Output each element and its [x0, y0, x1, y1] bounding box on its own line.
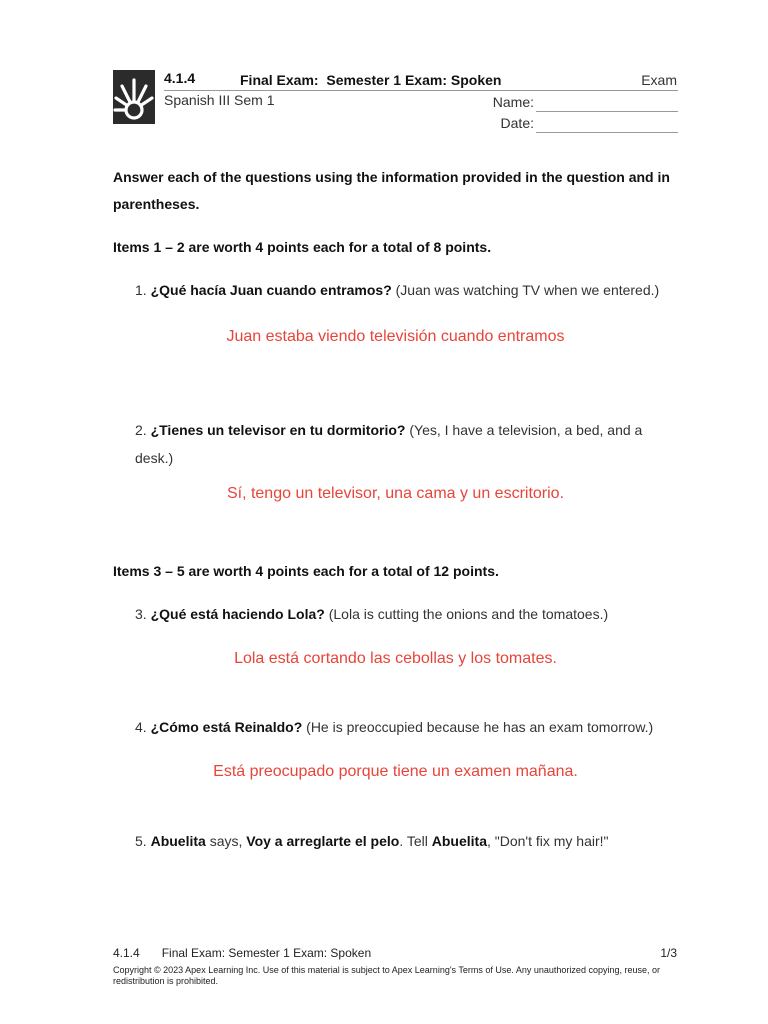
answer-3[interactable]: Lola está cortando las cebollas y los tomates. — [234, 650, 557, 667]
question-prompt: ¿Qué hacía Juan cuando entramos? — [150, 282, 392, 298]
question-2 — [135, 416, 678, 472]
question-name: Abuelita — [150, 833, 206, 849]
answer-4[interactable]: Está preocupado porque tiene un examen mañana. — [213, 763, 578, 780]
question-prompt: ¿Tienes un televisor en tu dormitorio? — [150, 422, 406, 438]
header-divider — [164, 90, 678, 91]
name-label: Name: — [492, 94, 534, 110]
name-field[interactable] — [536, 111, 678, 112]
answer-2[interactable]: Sí, tengo un televisor, una cama y un escritorio. — [226, 485, 565, 502]
footer-title — [113, 946, 371, 960]
page-title: Final Exam: Semester 1 Exam: Spoken — [240, 72, 502, 88]
lesson-number: 4.1.4 — [164, 70, 196, 86]
question-number: 4. — [135, 719, 147, 735]
footer-lesson-number: 4.1.4 — [113, 946, 140, 960]
copyright-notice: Copyright © 2023 Apex Learning Inc. Use of this material is subject to Apex Learning's Terms of Use. Any unauthorized copying, reuse, or redistribution is prohibited. — [113, 965, 660, 986]
question-prompt: ¿Qué está haciendo Lola? — [150, 606, 325, 622]
question-hint: (Yes, I have a television, a bed, and a desk.) — [135, 422, 643, 466]
question-prompt: ¿Cómo está Reinaldo? — [150, 719, 303, 735]
question-number: 5. — [135, 833, 147, 849]
section-heading: Items 1 – 2 are worth 4 points each for a total of 8 points. — [113, 239, 492, 255]
question-name: Abuelita — [431, 833, 487, 849]
instructions: Answer each of the questions using the information provided in the question and in parentheses. — [113, 169, 670, 212]
question-number: 2. — [135, 422, 147, 438]
date-label: Date: — [500, 115, 534, 131]
section-heading: Items 3 – 5 are worth 4 points each for a total of 12 points. — [113, 563, 499, 579]
question-4 — [135, 713, 678, 741]
question-number: 1. — [135, 282, 147, 298]
question-hint: (Juan was watching TV when we entered.) — [391, 282, 660, 298]
document-type: Exam — [641, 72, 677, 88]
course-name: Spanish III Sem 1 — [164, 92, 275, 108]
question-hint: (He is preoccupied because he has an exam tomorrow.) — [302, 719, 654, 735]
question-text: , "Don't fix my hair!" — [486, 833, 609, 849]
question-3 — [135, 600, 678, 628]
question-text: says, — [205, 833, 247, 849]
question-5 — [135, 827, 678, 855]
question-number: 3. — [135, 606, 147, 622]
question-hint: (Lola is cutting the onions and the tomatoes.) — [324, 606, 609, 622]
footer-title-text: Final Exam: Semester 1 Exam: Spoken — [161, 946, 372, 960]
question-quote: Voy a arreglarte el pelo — [246, 833, 400, 849]
date-field[interactable] — [536, 132, 678, 133]
page-number: 1/3 — [660, 946, 677, 960]
question-1 — [135, 276, 678, 304]
apex-logo-icon — [113, 70, 155, 124]
question-text: . Tell — [399, 833, 432, 849]
answer-1[interactable]: Juan estaba viendo televisión cuando entramos — [226, 328, 565, 345]
